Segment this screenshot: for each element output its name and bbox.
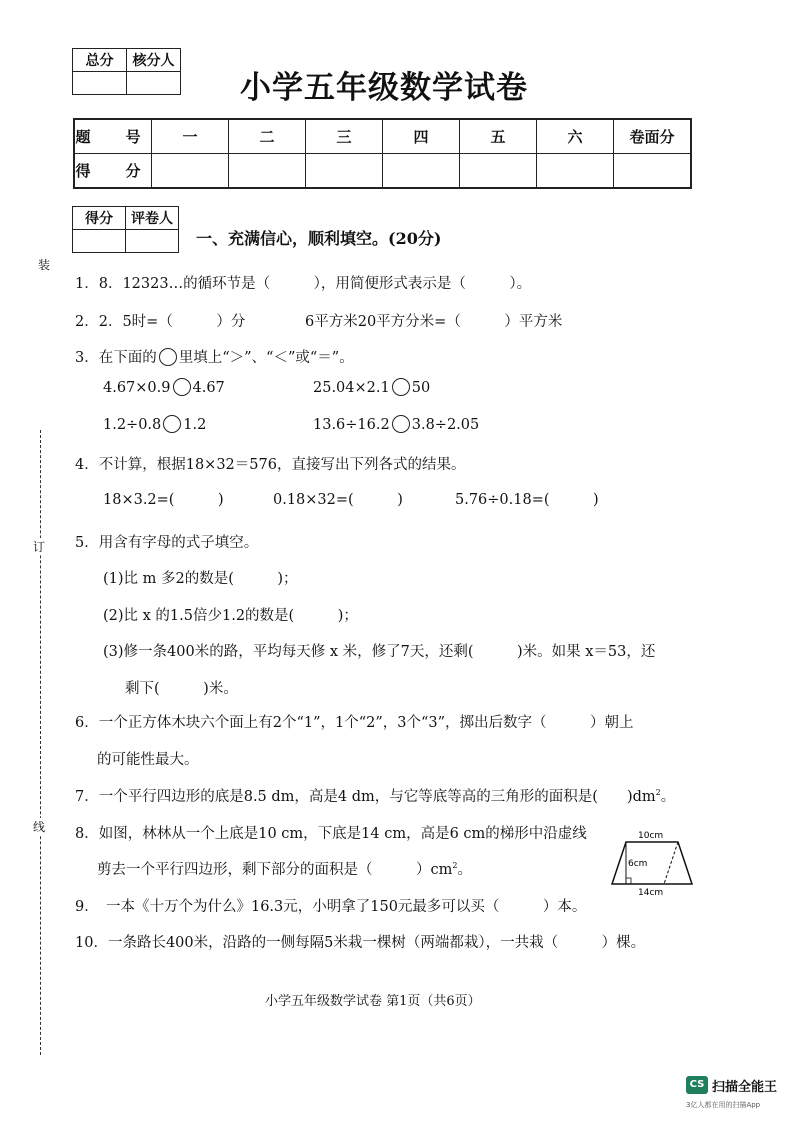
score-table	[73, 118, 692, 189]
compare-item	[313, 415, 479, 433]
compare-left: 25.04×2.1	[313, 380, 390, 396]
col-header: 二	[229, 119, 306, 154]
compare-left: 13.6÷16.2	[313, 417, 390, 433]
total-score-box	[72, 48, 181, 95]
total-score-cell[interactable]	[73, 72, 127, 95]
question-2a: 2．2．5时=（ ）分	[75, 314, 246, 330]
compare-right: 1.2	[183, 417, 207, 433]
binding-mark: 订	[33, 540, 46, 554]
q4-item-c: 5.76÷0.18=( )	[455, 492, 599, 508]
col-header: 五	[460, 119, 537, 154]
compare-item	[103, 415, 206, 433]
binding-line	[40, 430, 41, 1055]
grader-score-label: 得分	[73, 207, 126, 230]
question-3	[75, 346, 354, 367]
checker-cell[interactable]	[127, 72, 181, 95]
score-cell[interactable]	[229, 154, 306, 189]
compare-right: 3.8÷2.05	[411, 417, 480, 433]
score-cell[interactable]	[460, 154, 537, 189]
page-title: 小学五年级数学试卷	[240, 70, 528, 106]
question-4: 4．不计算，根据18×32＝576，直接写出下列各式的结果。	[75, 457, 466, 473]
q8b-end: 。	[457, 862, 472, 878]
q7-sup: 2	[655, 788, 661, 797]
q8b-sup: 2	[452, 861, 458, 870]
question-8: 8．如图，林林从一个上底是10 cm，下底是14 cm，高是6 cm的梯形中沿虚线	[75, 826, 587, 842]
compare-item	[313, 378, 430, 396]
question-10: 10．一条路长400米，沿路的一侧每隔5米栽一棵树（两端都栽），一共栽（ ）棵。	[75, 935, 646, 951]
grader-score-cell[interactable]	[73, 230, 126, 253]
question-6: 6．一个正方体木块六个面上有2个“1”，1个“2”，3个“3”，掷出后数字（ ）朝上	[75, 715, 634, 731]
col-header: 三	[306, 119, 383, 154]
figure-bottom-label: 14cm	[638, 888, 664, 898]
figure-top-label: 10cm	[638, 831, 664, 841]
q7-text: 7．一个平行四边形的底是8.5 dm，高是4 dm，与它等底等高的三角形的面积是( )dm	[75, 789, 656, 805]
score-cell[interactable]	[152, 154, 229, 189]
binding-mark: 装	[38, 258, 51, 272]
camscanner-logo-icon: CS	[686, 1076, 708, 1094]
compare-item	[103, 378, 225, 396]
score-cell[interactable]	[537, 154, 614, 189]
q3-prefix: 3．在下面的	[75, 350, 157, 366]
col-header: 一	[152, 119, 229, 154]
q5-part-1: (1)比 m 多2的数是( )；	[103, 571, 298, 587]
compare-right: 4.67	[192, 380, 225, 396]
question-8b	[97, 858, 472, 879]
row-label-number: 题 号	[74, 119, 152, 154]
compare-left: 4.67×0.9	[103, 380, 171, 396]
col-header: 四	[383, 119, 460, 154]
question-1: 1．8．12323…的循环节是（ ），用简便形式表示是（ ）。	[75, 276, 532, 292]
checker-label: 核分人	[127, 49, 181, 72]
score-cell[interactable]	[383, 154, 460, 189]
question-5: 5．用含有字母的式子填空。	[75, 535, 259, 551]
question-7	[75, 785, 675, 806]
grader-box	[72, 206, 179, 253]
q3-suffix: 里填上“＞”、“＜”或“＝”。	[178, 350, 354, 366]
q7-end: 。	[660, 789, 676, 805]
total-score-label: 总分	[73, 49, 127, 72]
cut-dashed-line	[664, 842, 678, 884]
grader-name-cell[interactable]	[126, 230, 179, 253]
answer-circle[interactable]	[392, 378, 410, 396]
answer-circle[interactable]	[392, 415, 410, 433]
q5-part-2: (2)比 x 的1.5倍少1.2的数是( )；	[103, 608, 358, 624]
watermark-tagline: 3亿人都在用的扫描App	[686, 1101, 761, 1109]
question-9: 9． 一本《十万个为什么》16.3元，小明拿了150元最多可以买（ ）本。	[75, 899, 587, 915]
right-angle-mark	[626, 878, 631, 884]
compare-right: 50	[411, 380, 431, 396]
figure-height-label: 6cm	[628, 859, 648, 869]
q4-item-a: 18×3.2=( )	[103, 492, 224, 508]
q4-item-b: 0.18×32=( )	[273, 492, 403, 508]
section-title: 一、充满信心，顺利填空。(20分)	[196, 229, 442, 248]
score-cell[interactable]	[614, 154, 692, 189]
watermark-name: 扫描全能王	[712, 1080, 778, 1095]
binding-mark: 线	[33, 820, 46, 834]
question-6b: 的可能性最大。	[97, 752, 199, 768]
q5-part-3: (3)修一条400米的路，平均每天修 x 米，修了7天，还剩( )米。如果 x＝53，还	[103, 644, 656, 660]
q8b-text: 剪去一个平行四边形，剩下部分的面积是（ ）cm	[97, 862, 453, 878]
q5-part-3b: 剩下( )米。	[125, 681, 238, 697]
question-2b: 6平方米20平方分米=（ ）平方米	[305, 314, 563, 330]
col-header: 卷面分	[614, 119, 692, 154]
page-footer: 小学五年级数学试卷 第1页（共6页）	[265, 994, 481, 1009]
answer-circle[interactable]	[173, 378, 191, 396]
compare-left: 1.2÷0.8	[103, 417, 162, 433]
grader-label: 评卷人	[126, 207, 179, 230]
row-label-score: 得 分	[74, 154, 152, 189]
answer-circle[interactable]	[163, 415, 181, 433]
trapezoid-figure	[608, 828, 700, 898]
trapezoid-shape	[612, 842, 692, 884]
col-header: 六	[537, 119, 614, 154]
circle-icon	[159, 348, 177, 366]
score-cell[interactable]	[306, 154, 383, 189]
